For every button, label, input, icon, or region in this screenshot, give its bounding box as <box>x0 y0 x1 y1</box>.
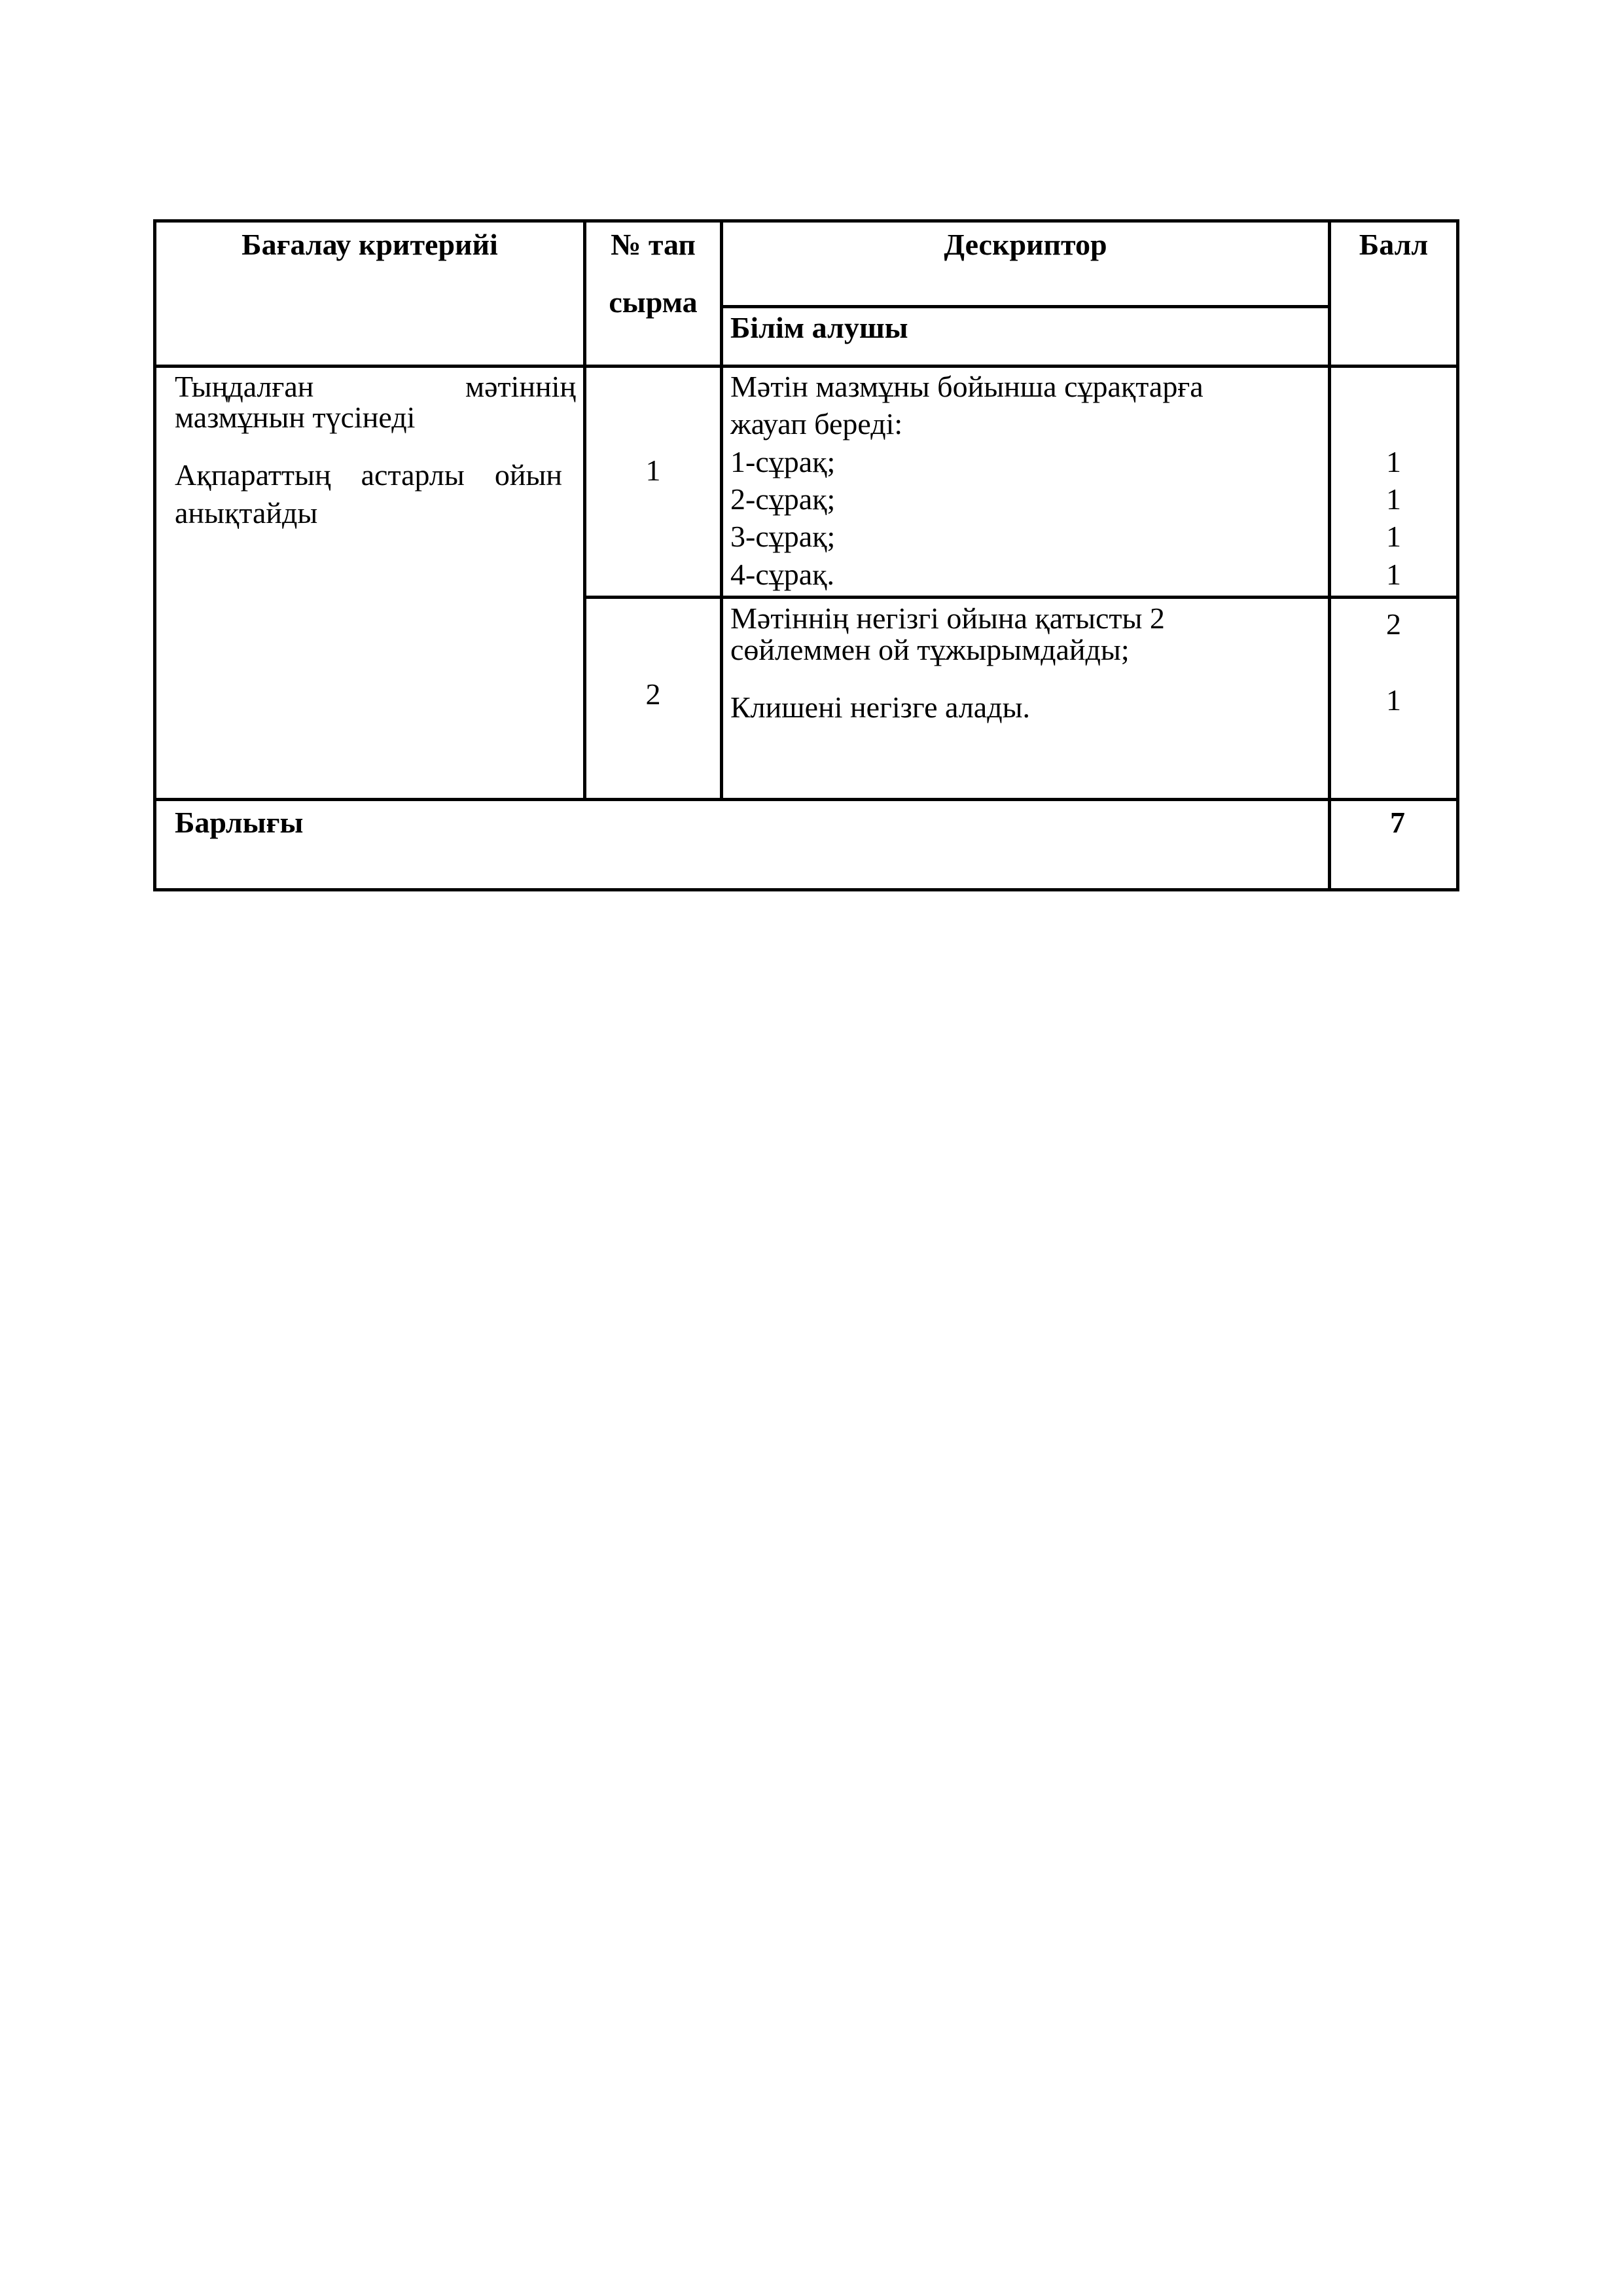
task-1-number: 1 <box>645 454 661 487</box>
table-border-left <box>153 219 156 891</box>
header-points: Балл <box>1359 228 1429 261</box>
criteria-2-line-1: Ақпараттың астарлы ойын <box>175 458 562 492</box>
criteria-1-word-1: Тыңдалған <box>175 370 314 403</box>
task-1-point: 1 <box>1386 558 1401 591</box>
header-task-number-line1: № тап <box>611 228 696 261</box>
assessment-table <box>153 219 1459 891</box>
total-label: Барлығы <box>175 806 304 839</box>
task-1-point: 1 <box>1386 482 1401 516</box>
task-1-item: 4-сұрақ. <box>730 558 835 591</box>
header-descriptor: Дескриптор <box>944 228 1107 261</box>
task-2-number: 2 <box>645 677 661 711</box>
total-value: 7 <box>1390 806 1405 839</box>
table-border-top <box>153 219 1459 223</box>
table-border-right <box>1456 219 1459 891</box>
header-criteria: Бағалау критерийі <box>241 228 498 261</box>
header-task-number-line2: сырма <box>609 285 698 319</box>
total-row-top-border <box>153 798 1459 801</box>
task-2-descriptor-line-1: Мәтіннің негізгі ойына қатысты 2 <box>730 601 1165 635</box>
criteria-1-line-2: мазмұнын түсінеді <box>175 401 416 434</box>
task-1-item: 2-сұрақ; <box>730 482 836 516</box>
criteria-1-word-2: мәтіннің <box>465 370 576 403</box>
task-1-descriptor-line-1: Мәтін мазмұны бойынша сұрақтарға <box>730 370 1204 403</box>
task-2-descriptor-line-3: Клишені негізге алады. <box>730 691 1031 724</box>
task-1-item: 3-сұрақ; <box>730 520 836 553</box>
task-column-divider <box>720 219 723 801</box>
header-learner: Білім алушы <box>730 311 908 344</box>
criteria-2-line-2: анықтайды <box>175 496 318 529</box>
descriptor-header-divider <box>720 305 1328 308</box>
task-1-descriptor-line-2: жауап береді: <box>730 407 903 440</box>
task-2-point: 1 <box>1386 683 1401 717</box>
task-2-point: 2 <box>1386 607 1401 641</box>
table-border-bottom <box>153 888 1459 891</box>
task-1-item: 1-сұрақ; <box>730 445 836 478</box>
task-1-point: 1 <box>1386 520 1401 553</box>
task-2-descriptor-line-2: сөйлеммен ой тұжырымдайды; <box>730 633 1130 666</box>
task-1-point: 1 <box>1386 445 1401 478</box>
